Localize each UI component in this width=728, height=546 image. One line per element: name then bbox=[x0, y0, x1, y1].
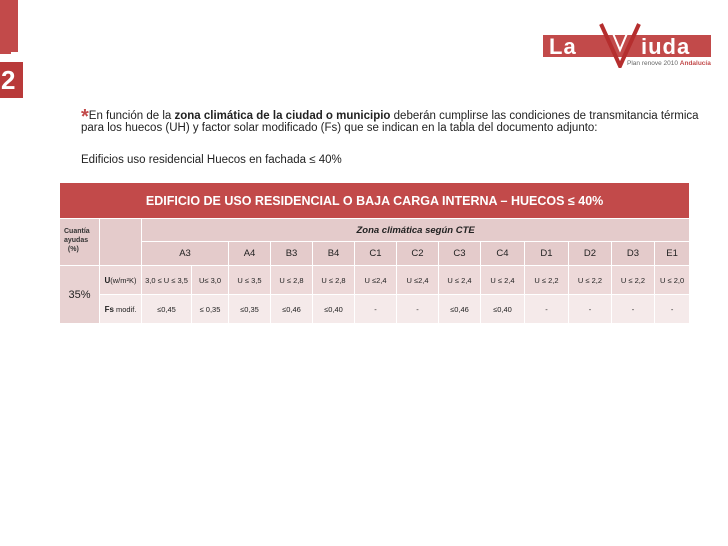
zone-header: C4 bbox=[481, 242, 525, 266]
row-label-u bbox=[100, 266, 142, 295]
fs-value-cell: - bbox=[525, 295, 569, 324]
u-value-cell: U ≤ 2,4 bbox=[439, 266, 481, 295]
zone-header: D1 bbox=[525, 242, 569, 266]
u-value-cell: 3,0 ≤ U ≤ 3,5 bbox=[142, 266, 192, 295]
row-label-u-unit: (w/m²K) bbox=[110, 275, 137, 285]
row-label-fs-suffix: modif. bbox=[113, 304, 137, 314]
zone-header: B3 bbox=[271, 242, 313, 266]
u-value-cell: U≤ 3,0 bbox=[192, 266, 229, 295]
intro-text-after: deberán cumplirse las condiciones de transmitancia térmica bbox=[390, 110, 699, 122]
table-title: EDIFICIO DE USO RESIDENCIAL O BAJA CARGA INTERNA – HUECOS ≤ 40% bbox=[60, 183, 690, 219]
cuantia-label-2: ayudas bbox=[64, 237, 89, 244]
zone-header: A3 bbox=[142, 242, 229, 266]
laviuda-logo bbox=[543, 22, 713, 74]
u-value-cell: U ≤2,4 bbox=[397, 266, 439, 295]
top-left-accent-bar bbox=[0, 0, 18, 52]
cuantia-label-1: Cuantía bbox=[64, 228, 90, 235]
u-value-cell: U ≤ 2,2 bbox=[612, 266, 655, 295]
fs-value-cell: - bbox=[569, 295, 612, 324]
zones-row bbox=[60, 242, 690, 266]
tagline-plan: Plan renove 2010 bbox=[627, 60, 678, 67]
fs-value-cell: - bbox=[655, 295, 690, 324]
fs-value-cell: ≤0,46 bbox=[271, 295, 313, 324]
zone-header: D3 bbox=[612, 242, 655, 266]
zone-header: A4 bbox=[229, 242, 271, 266]
intro-text-before: En función de la bbox=[88, 110, 175, 122]
u-value-cell: U ≤ 3,5 bbox=[229, 266, 271, 295]
fs-value-cell: - bbox=[355, 295, 397, 324]
row-label-fs bbox=[100, 295, 142, 324]
fs-value-cell: ≤0,40 bbox=[481, 295, 525, 324]
asterisk-marker: * bbox=[81, 106, 89, 128]
transmittance-table bbox=[59, 182, 690, 324]
u-value-cell: U ≤ 2,4 bbox=[481, 266, 525, 295]
u-value-cell: U ≤ 2,2 bbox=[525, 266, 569, 295]
cuantia-ayudas-header bbox=[60, 219, 100, 266]
zone-header: C2 bbox=[397, 242, 439, 266]
row-label-header-blank bbox=[100, 219, 142, 266]
row-label-u-symbol: U bbox=[104, 275, 111, 285]
u-value-cell: U ≤ 2,0 bbox=[655, 266, 690, 295]
fs-value-cell: ≤0,35 bbox=[229, 295, 271, 324]
fs-value-cell: - bbox=[397, 295, 439, 324]
table-row-fs bbox=[60, 295, 690, 324]
table-title-row bbox=[60, 183, 690, 219]
fs-value-cell: ≤0,46 bbox=[439, 295, 481, 324]
table-row-u bbox=[60, 266, 690, 295]
zone-band: Zona climática según CTE bbox=[142, 219, 690, 242]
fs-value-cell: - bbox=[612, 295, 655, 324]
u-value-cell: U ≤ 2,8 bbox=[313, 266, 355, 295]
u-value-cell: U ≤ 2,2 bbox=[569, 266, 612, 295]
fs-value-cell: ≤0,40 bbox=[313, 295, 355, 324]
accent-divider bbox=[0, 52, 11, 54]
intro-line-2: para los huecos (UH) y factor solar modificado (Fs) que se indican en la tabla del documento adjunto: bbox=[81, 122, 598, 134]
zone-header: C3 bbox=[439, 242, 481, 266]
zone-header: D2 bbox=[569, 242, 612, 266]
zone-header: B4 bbox=[313, 242, 355, 266]
u-value-cell: U ≤2,4 bbox=[355, 266, 397, 295]
logo-tagline bbox=[627, 60, 711, 67]
fs-value-cell: ≤ 0,35 bbox=[192, 295, 229, 324]
tagline-region: Andalucía bbox=[679, 60, 711, 67]
page-number: 2 bbox=[0, 62, 23, 98]
zone-header: E1 bbox=[655, 242, 690, 266]
u-value-cell: U ≤ 2,8 bbox=[271, 266, 313, 295]
building-type-line: Edificios uso residencial Huecos en fachada ≤ 40% bbox=[81, 154, 342, 166]
cuantia-label-3: (%) bbox=[67, 246, 79, 253]
intro-text-bold: zona climática de la ciudad o municipio bbox=[174, 110, 391, 122]
logo-text-la: La bbox=[549, 34, 577, 59]
row-label-fs-symbol: Fs bbox=[104, 304, 114, 314]
logo-text-iuda: iuda bbox=[641, 34, 691, 59]
zone-header: C1 bbox=[355, 242, 397, 266]
aid-percentage: 35% bbox=[60, 266, 100, 324]
fs-value-cell: ≤0,45 bbox=[142, 295, 192, 324]
zone-band-row bbox=[60, 219, 690, 242]
